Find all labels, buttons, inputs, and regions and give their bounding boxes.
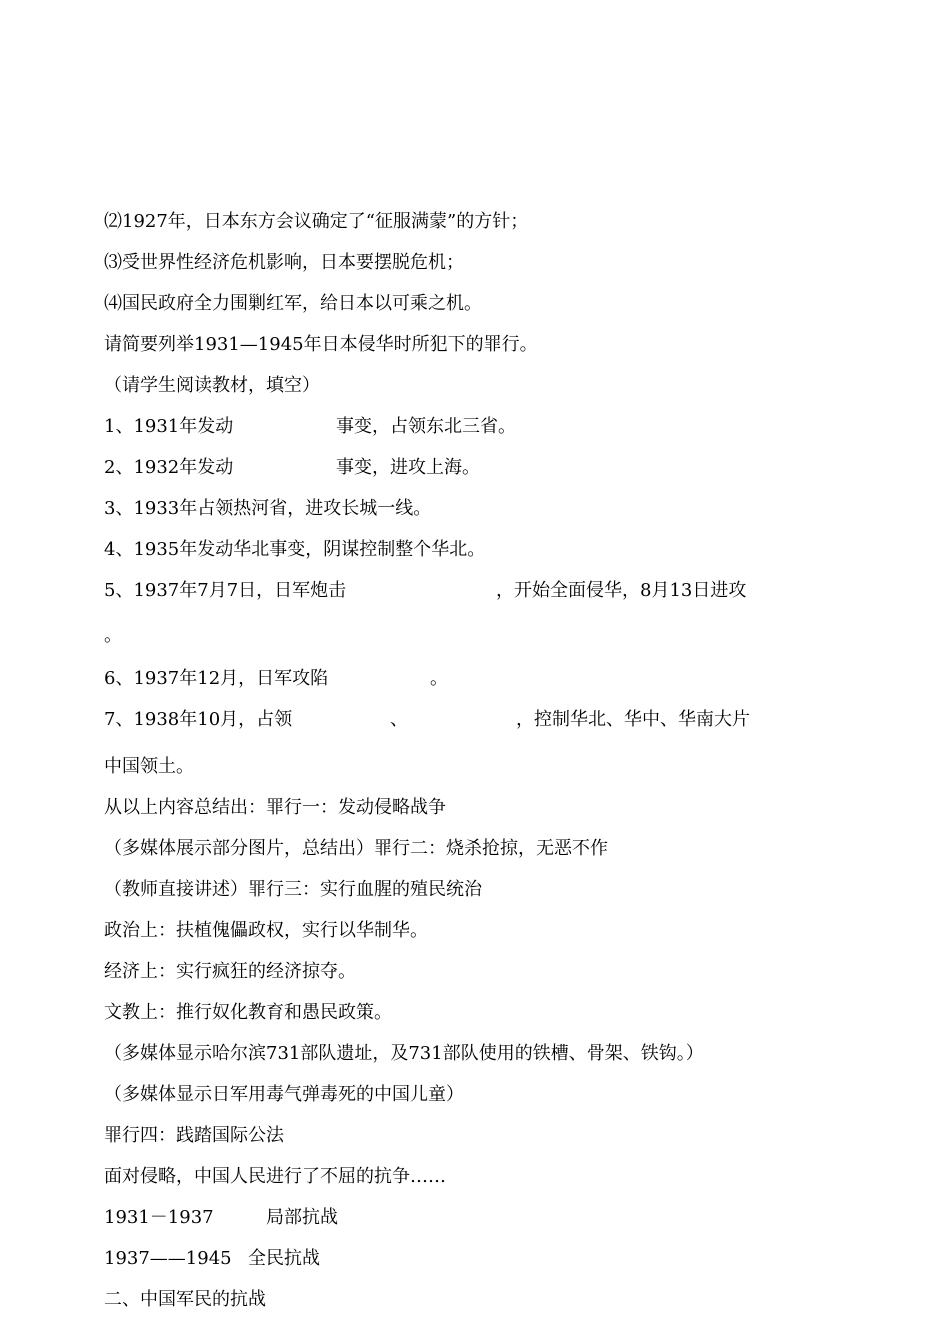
fill-item-text: ，开始全面侵华，8月13日进攻 [496, 580, 747, 601]
fill-item-text: 5、1937年7月7日，日军炮击 [104, 580, 347, 601]
text-line: 从以上内容总结出：罪行一：发动侵略战争 [104, 797, 446, 818]
fill-item-text: 7、1938年10月，占领 [104, 709, 293, 730]
text-line: 请简要列举1931—1945年日本侵华时所犯下的罪行。 [104, 334, 538, 355]
fill-item-7 [104, 708, 804, 732]
period-row [104, 1206, 604, 1230]
fill-item-text: 6、1937年12月，日军攻陷 [104, 668, 329, 689]
fill-item-text: 事变，占领东北三省。 [336, 416, 516, 437]
text-line: ⑷国民政府全力围剿红军，给日本以可乘之机。 [104, 293, 482, 314]
period-label: 全民抗战 [248, 1248, 320, 1269]
fill-item-7-cont: 中国领土。 [104, 756, 194, 777]
text-line: 罪行四：践踏国际公法 [104, 1125, 284, 1146]
fill-item-text: ，控制华北、华中、华南大片 [516, 709, 750, 730]
period-years: 1931－1937 [104, 1207, 214, 1228]
fill-item-5 [104, 579, 804, 603]
fill-item-6 [104, 667, 804, 691]
text-line: 文教上：推行奴化教育和愚民政策。 [104, 1002, 392, 1023]
fill-item-3: 3、1933年占领热河省，进攻长城一线。 [104, 498, 432, 519]
fill-item-text: 1、1931年发动 [104, 416, 234, 437]
fill-item-2 [104, 456, 804, 480]
period-years: 1937——1945 [104, 1248, 232, 1269]
period-label: 局部抗战 [266, 1207, 338, 1228]
text-line: 面对侵略，中国人民进行了不屈的抗争…… [104, 1166, 446, 1187]
text-line: （多媒体显示哈尔滨731部队遗址，及731部队使用的铁槽、骨架、铁钩。） [104, 1043, 704, 1064]
text-line: 政治上：扶植傀儡政权，实行以华制华。 [104, 920, 428, 941]
fill-item-text: 事变，进攻上海。 [336, 457, 480, 478]
text-line: （教师直接讲述）罪行三：实行血腥的殖民统治 [104, 879, 482, 900]
fill-item-text: 2、1932年发动 [104, 457, 234, 478]
fill-item-text: 。 [430, 668, 448, 689]
text-line: （多媒体显示日军用毒气弹毒死的中国儿童） [104, 1084, 464, 1105]
fill-item-text: 、 [390, 709, 408, 730]
fill-item-5-end: 。 [104, 625, 122, 646]
text-line: 经济上：实行疯狂的经济掠夺。 [104, 961, 356, 982]
fill-item-1 [104, 415, 804, 439]
text-line: （多媒体展示部分图片，总结出）罪行二：烧杀抢掠，无恶不作 [104, 838, 608, 859]
period-row [104, 1247, 604, 1271]
section-heading: 二、中国军民的抗战 [104, 1289, 266, 1310]
fill-item-4: 4、1935年发动华北事变，阴谋控制整个华北。 [104, 539, 486, 560]
text-line: ⑶受世界性经济危机影响，日本要摆脱危机； [104, 252, 464, 273]
text-line: ⑵1927年，日本东方会议确定了“征服满蒙”的方针； [104, 211, 529, 232]
text-line: （请学生阅读教材，填空） [104, 375, 320, 396]
